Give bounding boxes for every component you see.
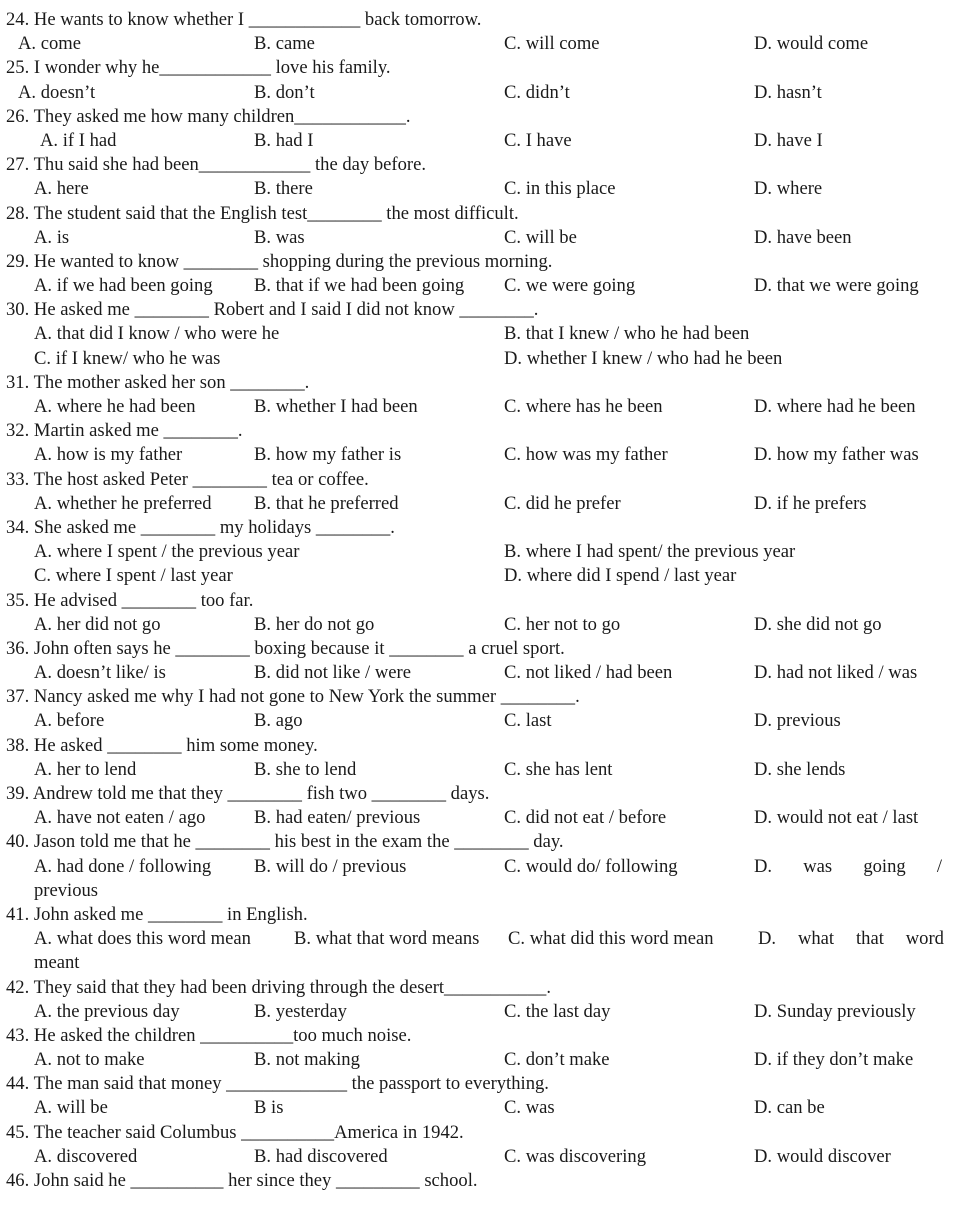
option-d xyxy=(754,855,942,879)
question-31 xyxy=(6,371,960,395)
question-stem: They said that they had been driving through the desert___________. xyxy=(33,976,551,998)
options-34-row1 xyxy=(6,540,960,564)
options-25 xyxy=(6,81,960,105)
question-number: 24. xyxy=(6,9,30,30)
options-38 xyxy=(6,758,960,782)
option-a: A. is xyxy=(34,226,70,248)
question-number: 31. xyxy=(6,371,30,393)
question-number: 25. xyxy=(6,57,30,79)
question-stem: The host asked Peter ________ tea or coffee. xyxy=(33,468,369,490)
option-c: C. her not to go xyxy=(504,613,621,635)
question-stem: John often says he ________ boxing because it ________ a cruel sport. xyxy=(33,637,565,659)
option-d: D. she did not go xyxy=(754,613,882,635)
question-number: 43. xyxy=(6,1024,30,1046)
option-c: C. did he prefer xyxy=(504,492,621,514)
option-a: A. before xyxy=(34,710,105,732)
question-stem: The teacher said Columbus __________America in 1942. xyxy=(33,1121,464,1143)
options-36 xyxy=(6,661,960,685)
option-c: C. I have xyxy=(504,129,572,151)
options-26 xyxy=(6,129,960,153)
option-c: C. if I knew/ who he was xyxy=(34,347,221,369)
question-number: 45. xyxy=(6,1121,30,1143)
options-35 xyxy=(6,613,960,637)
question-45 xyxy=(6,1121,960,1145)
option-a: A. that did I know / who were he xyxy=(34,323,280,345)
question-stem: John asked me ________ in English. xyxy=(33,903,308,925)
question-number: 44. xyxy=(6,1073,30,1095)
question-stem: He advised ________ too far. xyxy=(33,589,254,611)
question-41 xyxy=(6,903,960,927)
question-number: 36. xyxy=(6,637,30,659)
question-number: 33. xyxy=(6,468,30,490)
option-d-word: word xyxy=(905,928,944,950)
option-a: A. had done / following xyxy=(34,855,212,877)
option-c: C. don’t make xyxy=(504,1049,610,1071)
option-d: D. previous xyxy=(754,710,841,732)
option-b: B. will do / previous xyxy=(254,855,407,877)
option-a: A. if we had been going xyxy=(34,275,213,297)
option-d-word: was xyxy=(803,855,833,877)
question-stem: The student said that the English test________ the most difficult. xyxy=(33,202,519,224)
option-d-continuation: previous xyxy=(34,879,99,901)
options-39 xyxy=(6,806,960,830)
option-b: B. came xyxy=(254,33,315,55)
question-35 xyxy=(6,589,960,613)
options-27 xyxy=(6,177,960,201)
question-stem: He wanted to know ________ shopping during the previous morning. xyxy=(33,250,553,272)
question-38 xyxy=(6,734,960,758)
option-a: A. if I had xyxy=(40,129,117,151)
option-d: D. where xyxy=(754,178,823,200)
option-a: A. her to lend xyxy=(34,758,137,780)
question-number: 29. xyxy=(6,250,30,272)
options-29 xyxy=(6,274,960,298)
option-d-word: what xyxy=(797,928,835,950)
question-number: 46. xyxy=(6,1170,30,1191)
question-stem: Martin asked me ________. xyxy=(33,420,243,442)
question-stem: The man said that money _____________ the passport to everything. xyxy=(33,1073,549,1095)
options-30-row2 xyxy=(6,347,960,371)
option-a: A. doesn’t like/ is xyxy=(34,662,166,684)
option-c: C. she has lent xyxy=(504,758,613,780)
question-number: 30. xyxy=(6,299,30,321)
option-c: C. the last day xyxy=(504,1000,611,1022)
option-c: C. we were going xyxy=(504,275,636,297)
question-27 xyxy=(6,153,960,177)
option-d: D. would discover xyxy=(754,1145,891,1167)
question-number: 41. xyxy=(6,903,30,925)
option-d: D. would not eat / last xyxy=(754,807,919,829)
option-b: B. her do not go xyxy=(254,613,375,635)
option-d: D. have I xyxy=(754,129,823,151)
option-c: C. will be xyxy=(504,226,577,248)
options-34-row2 xyxy=(6,564,960,588)
option-c: C. would do/ following xyxy=(504,855,678,877)
option-d: D. she lends xyxy=(754,758,846,780)
option-d: D. hasn’t xyxy=(754,81,822,103)
option-a: A. what does this word mean xyxy=(34,928,251,950)
question-37 xyxy=(6,685,960,709)
option-b: B. there xyxy=(254,178,313,200)
question-stem: Andrew told me that they ________ fish two ________ days. xyxy=(32,783,490,804)
option-c: C. in this place xyxy=(504,178,616,200)
options-41 xyxy=(6,927,960,951)
question-32 xyxy=(6,419,960,443)
question-stem: I wonder why he____________ love his family. xyxy=(33,57,391,79)
option-b: B. had I xyxy=(254,129,314,151)
option-b: B. was xyxy=(254,226,305,248)
option-a: A. come xyxy=(18,33,81,55)
question-stem: She asked me ________ my holidays ________. xyxy=(33,516,395,538)
option-b: B. that I knew / who he had been xyxy=(504,323,750,345)
option-b: B. had eaten/ previous xyxy=(254,807,421,829)
option-a: A. discovered xyxy=(34,1145,138,1167)
options-43 xyxy=(6,1048,960,1072)
options-42 xyxy=(6,1000,960,1024)
question-number: 39. xyxy=(6,783,30,804)
question-stem: Jason told me that he ________ his best in the exam the ________ day. xyxy=(33,831,564,853)
question-25 xyxy=(6,56,960,80)
question-46 xyxy=(6,1169,960,1193)
question-number: 26. xyxy=(6,105,30,127)
option-c: C. was discovering xyxy=(504,1145,647,1167)
option-a: A. not to make xyxy=(34,1049,145,1071)
option-c: C. where has he been xyxy=(504,396,663,417)
options-32 xyxy=(6,443,960,467)
option-b: B. don’t xyxy=(254,81,315,103)
question-number: 38. xyxy=(6,734,30,756)
question-number: 32. xyxy=(6,420,30,442)
option-d-continuation: meant xyxy=(34,952,80,974)
option-a: A. where he had been xyxy=(34,396,196,417)
option-d-word: D. xyxy=(758,928,777,950)
option-c: C. not liked / had been xyxy=(504,662,673,684)
question-28 xyxy=(6,202,960,226)
option-d xyxy=(758,927,944,951)
option-b: B. yesterday xyxy=(254,1000,347,1022)
option-b: B. she to lend xyxy=(254,758,357,780)
option-d: D. that we were going xyxy=(754,275,919,297)
options-33 xyxy=(6,492,960,516)
options-24 xyxy=(6,32,960,56)
question-number: 37. xyxy=(6,686,30,708)
option-b: B. had discovered xyxy=(254,1145,388,1167)
question-stem: He asked me ________ Robert and I said I did not know ________. xyxy=(33,299,539,321)
question-29 xyxy=(6,250,960,274)
option-d: D. where had he been xyxy=(754,396,916,417)
option-b: B. that he preferred xyxy=(254,492,399,514)
option-c: C. was xyxy=(504,1097,555,1119)
options-28 xyxy=(6,226,960,250)
question-26 xyxy=(6,105,960,129)
option-d: D. whether I knew / who had he been xyxy=(504,347,783,369)
option-c: C. where I spent / last year xyxy=(34,565,233,587)
question-stem: The mother asked her son ________. xyxy=(33,371,310,393)
option-a: A. how is my father xyxy=(34,444,183,466)
question-stem: He asked ________ him some money. xyxy=(33,734,318,756)
question-44 xyxy=(6,1072,960,1096)
question-34 xyxy=(6,516,960,540)
question-stem: Nancy asked me why I had not gone to New York the summer ________. xyxy=(33,686,580,708)
option-d: D. have been xyxy=(754,226,852,248)
option-a: A. here xyxy=(34,178,89,200)
question-number: 35. xyxy=(6,589,30,611)
options-30-row1 xyxy=(6,322,960,346)
question-stem: Thu said she had been____________ the day before. xyxy=(33,154,426,176)
option-c: C. last xyxy=(504,710,552,732)
option-a: A. her did not go xyxy=(34,613,161,635)
option-d: D. can be xyxy=(754,1097,825,1119)
question-stem: He asked the children __________too much noise. xyxy=(33,1024,412,1046)
option-d: D. would come xyxy=(754,33,869,55)
option-b: B. not making xyxy=(254,1049,360,1071)
option-b: B. how my father is xyxy=(254,444,402,466)
option-a: A. will be xyxy=(34,1097,108,1119)
option-a: A. whether he preferred xyxy=(34,492,212,514)
question-40 xyxy=(6,830,960,854)
option-d-word: D. xyxy=(754,855,773,877)
option-d-word: going xyxy=(863,855,906,877)
question-36 xyxy=(6,637,960,661)
question-number: 42. xyxy=(6,976,30,998)
option-d: D. how my father was xyxy=(754,444,919,466)
option-d: D. had not liked / was xyxy=(754,662,918,684)
option-c: C. did not eat / before xyxy=(504,807,667,829)
option-d: D. Sunday previously xyxy=(754,1000,916,1022)
question-number: 40. xyxy=(6,831,30,853)
option-b: B. did not like / were xyxy=(254,662,411,684)
options-37 xyxy=(6,709,960,733)
option-d: D. where did I spend / last year xyxy=(504,565,737,587)
option-d: D. if they don’t make xyxy=(754,1049,914,1071)
option-d-word: that xyxy=(855,928,884,950)
question-number: 27. xyxy=(6,154,30,176)
option-b: B. where I had spent/ the previous year xyxy=(504,541,796,563)
option-b: B. whether I had been xyxy=(254,396,418,417)
question-stem: They asked me how many children____________. xyxy=(33,105,411,127)
question-42 xyxy=(6,976,960,1000)
options-44 xyxy=(6,1096,960,1120)
option-d: D. if he prefers xyxy=(754,492,867,514)
option-b: B. that if we had been going xyxy=(254,275,465,297)
option-c: C. didn’t xyxy=(504,81,570,103)
option-b: B is xyxy=(254,1097,284,1119)
option-b: B. ago xyxy=(254,710,303,732)
option-c: C. how was my father xyxy=(504,444,668,466)
option-a: A. the previous day xyxy=(34,1000,180,1022)
question-stem: He wants to know whether I ____________ back tomorrow. xyxy=(33,9,482,30)
options-31 xyxy=(6,395,960,419)
option-c: C. what did this word mean xyxy=(508,928,714,950)
question-30 xyxy=(6,298,960,322)
option-a: A. have not eaten / ago xyxy=(34,807,206,829)
question-stem: John said he __________ her since they _________ school. xyxy=(33,1170,478,1191)
question-24 xyxy=(6,8,960,32)
option-b: B. what that word means xyxy=(294,928,480,950)
question-number: 28. xyxy=(6,202,30,224)
option-a: A. doesn’t xyxy=(18,81,96,103)
option-c: C. will come xyxy=(504,33,600,55)
options-40 xyxy=(6,855,960,879)
option-a: A. where I spent / the previous year xyxy=(34,541,300,563)
question-number: 34. xyxy=(6,516,30,538)
question-33 xyxy=(6,468,960,492)
question-39 xyxy=(6,782,960,806)
question-43 xyxy=(6,1024,960,1048)
option-d-word: / xyxy=(936,855,942,877)
options-45 xyxy=(6,1145,960,1169)
